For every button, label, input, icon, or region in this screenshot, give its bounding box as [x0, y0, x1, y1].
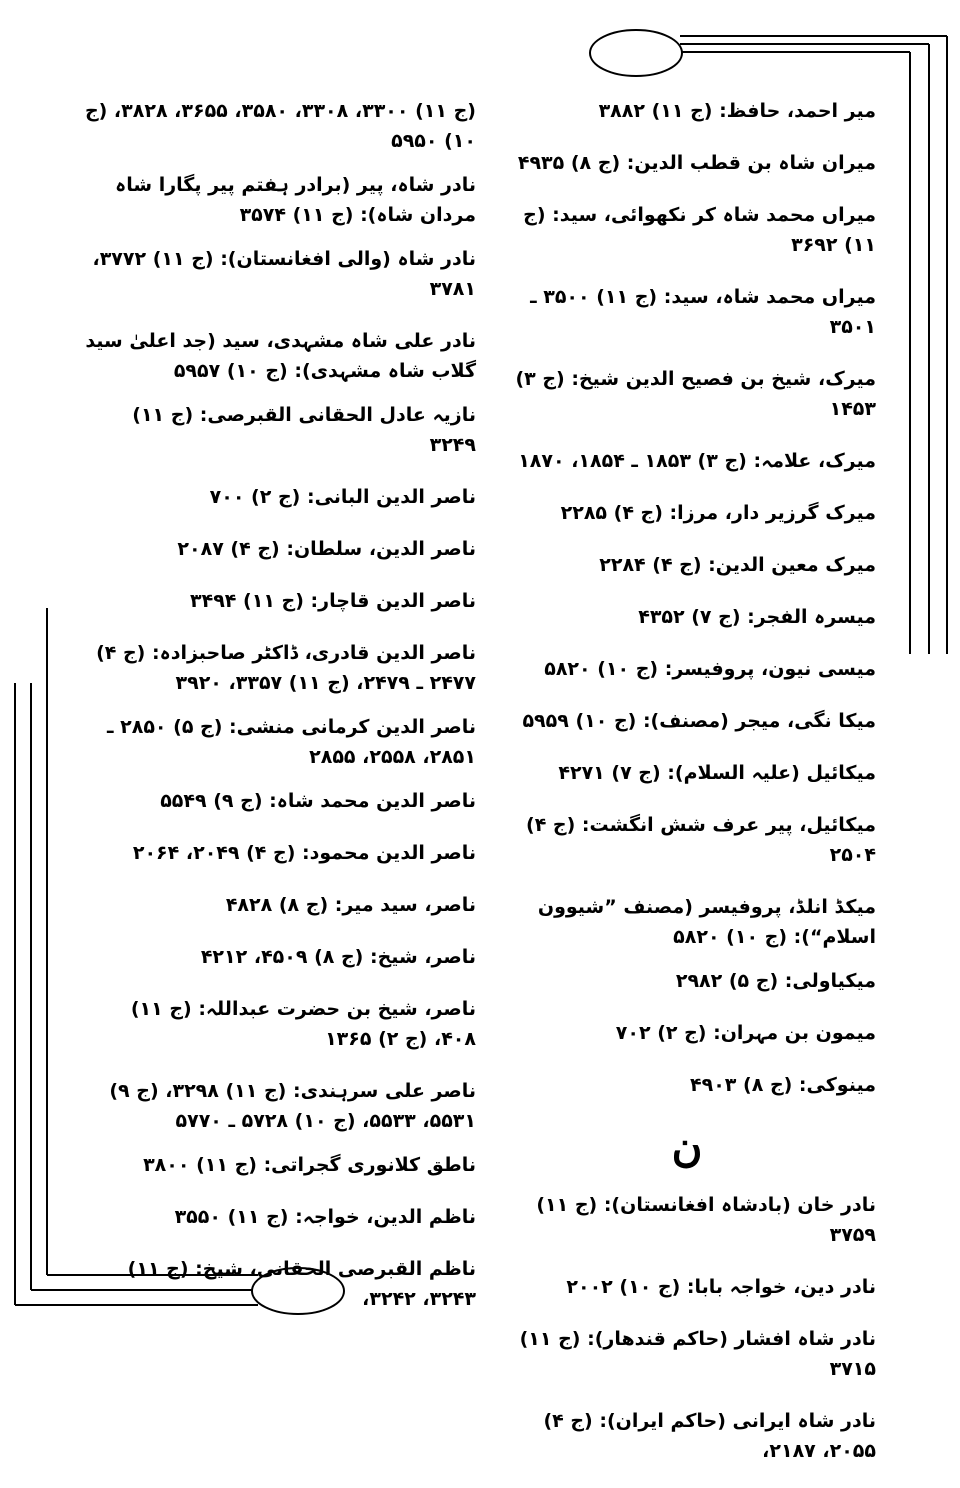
index-entry: نازیہ عادل الحقانی القبرصی: (ج ۱۱) ۳۲۴۹: [132, 404, 476, 456]
index-entry: میر احمد، حافظ: (ج ۱۱) ۳۸۸۲: [598, 100, 876, 122]
right-column: [498, 96, 876, 1488]
index-entry: میکائیل (علیہ السلام): (ج ۷) ۴۲۷۱: [558, 762, 876, 784]
index-entry: میکائیل، پیر عرف شش انگشت: (ج ۴) ۲۵۰۴: [526, 814, 876, 866]
index-entry: میکا نگی، میجر (مصنف): (ج ۱۰) ۵۹۵۹: [522, 710, 876, 732]
index-entry: میسرہ الفجر: (ج ۷) ۴۳۵۲: [638, 606, 876, 628]
index-entry: میکڈ انلڈ، پروفیسر (مصنف ”شیوون اسلام“): (ج ۱۰) ۵۸۲۰: [537, 896, 876, 948]
index-entry: میران شاہ بن قطب الدین: (ج ۸) ۴۹۳۵: [517, 152, 876, 174]
index-entry: میمون بن مہران: (ج ۲) ۷۰۲: [615, 1022, 876, 1044]
index-entry: نادر شاہ افشار (حاکم قندھار): (ج ۱۱) ۳۷۱۵: [519, 1328, 876, 1380]
index-entry: میرک گرزیر دار، مرزا: (ج ۴) ۲۲۸۵: [560, 502, 876, 524]
index-entry: نادر دین، خواجہ بابا: (ج ۱۰) ۲۰۰۲: [566, 1276, 876, 1298]
index-entry: ناطق کلانوری گجراتی: (ج ۱۱) ۳۸۰۰: [143, 1154, 476, 1176]
index-entry: میراں محمد شاہ کر نکھوائی، سید: (ج ۱۱) ۳۶۹۲: [523, 204, 876, 256]
index-entry: نادر خان (بادشاہ افغانستان): (ج ۱۱) ۳۷۵۹: [536, 1194, 876, 1246]
index-entry: ناظم الدین، خواجہ: (ج ۱۱) ۳۵۵۰: [174, 1206, 476, 1228]
left-column: [84, 96, 476, 1336]
index-entry: ناصر الدین قادری، ڈاکٹر صاحبزادہ: (ج ۴) ۲۴۷۷ ـ ۲۴۷۹، (ج ۱۱) ۳۳۵۷، ۳۹۲۰: [96, 642, 476, 694]
index-entry: ناصر الدین کرمانی منشی: (ج ۵) ۲۸۵۰ ـ ۲۸۵۱، ۲۵۵۸، ۲۸۵۵: [107, 716, 476, 768]
index-entry: ناصر الدین محمد شاہ: (ج ۹) ۵۵۴۹: [160, 790, 476, 812]
index-entry: نادر شاہ ایرانی (حاکم ایران): (ج ۴) ۲۰۵۵، ۲۱۸۷،: [543, 1410, 876, 1462]
index-entry: نادر شاہ، پیر (برادر ہفتم پیر پگارا شاہ مردان شاہ): (ج ۱۱) ۳۵۷۴: [115, 174, 476, 226]
index-entry: میراں محمد شاہ، سید: (ج ۱۱) ۳۵۰۰ ـ ۳۵۰۱: [530, 286, 876, 338]
index-entry: ناصر علی سرہندی: (ج ۱۱) ۳۲۹۸، (ج ۹) ۵۵۳۱، ۵۵۳۳، (ج ۱۰) ۵۷۲۸ ـ ۵۷۷۰: [109, 1080, 476, 1132]
index-entry: (ج ۱۱) ۳۳۰۰، ۳۳۰۸، ۳۵۸۰، ۳۶۵۵، ۳۸۲۸، (ج ۱۰) ۵۹۵۰: [84, 100, 476, 152]
index-entry: ناصر الدین قاچار: (ج ۱۱) ۳۴۹۴: [190, 590, 476, 612]
index-entry: میرک، علامہ: (ج ۳) ۱۸۵۳ ـ ۱۸۵۴، ۱۸۷۰: [518, 450, 876, 472]
index-entry: میرک معین الدین: (ج ۴) ۲۲۸۴: [599, 554, 876, 576]
index-entry: ناصر الدین محمود: (ج ۴) ۲۰۴۹، ۲۰۶۴: [132, 842, 476, 864]
index-entry: ناصر الدین، سلطان: (ج ۴) ۲۰۸۷: [177, 538, 476, 560]
section-letter-heading: ن: [671, 1122, 703, 1171]
index-entry: ناظم القبرصی الحقانی، شیخ: (ج ۱۱) ۳۲۴۳، ۳۲۴۲،: [127, 1258, 476, 1310]
index-entry: ناصر، شیخ: (ج ۸) ۴۵۰۹، ۴۲۱۲: [200, 946, 476, 968]
index-entry: ناصر، سید میر: (ج ۸) ۴۸۲۸: [225, 894, 476, 916]
index-entry: نادر شاہ (والی افغانستان): (ج ۱۱) ۳۷۷۲، ۳۷۸۱: [92, 248, 476, 300]
index-entry: نادر علی شاہ مشہدی، سید (جد اعلیٰ سید گلاب شاہ مشہدی): (ج ۱۰) ۵۹۵۷: [85, 330, 476, 382]
index-entry: میرک، شیخ بن فصیح الدین شیخ: (ج ۳) ۱۴۵۳: [515, 368, 876, 420]
index-entry: ناصر الدین البانی: (ج ۲) ۷۰۰: [209, 486, 476, 508]
index-entry: مینوکی: (ج ۸) ۴۹۰۳: [690, 1074, 876, 1096]
index-entry: میسی نیون، پروفیسر: (ج ۱۰) ۵۸۲۰: [544, 658, 876, 680]
index-entry: میکیاولی: (ج ۵) ۲۹۸۲: [675, 970, 876, 992]
index-entry: ناصر، شیخ بن حضرت عبداللہ: (ج ۱۱) ۴۰۸، (ج ۲) ۱۳۶۵: [130, 998, 476, 1050]
top-ornament-oval: [590, 30, 682, 76]
